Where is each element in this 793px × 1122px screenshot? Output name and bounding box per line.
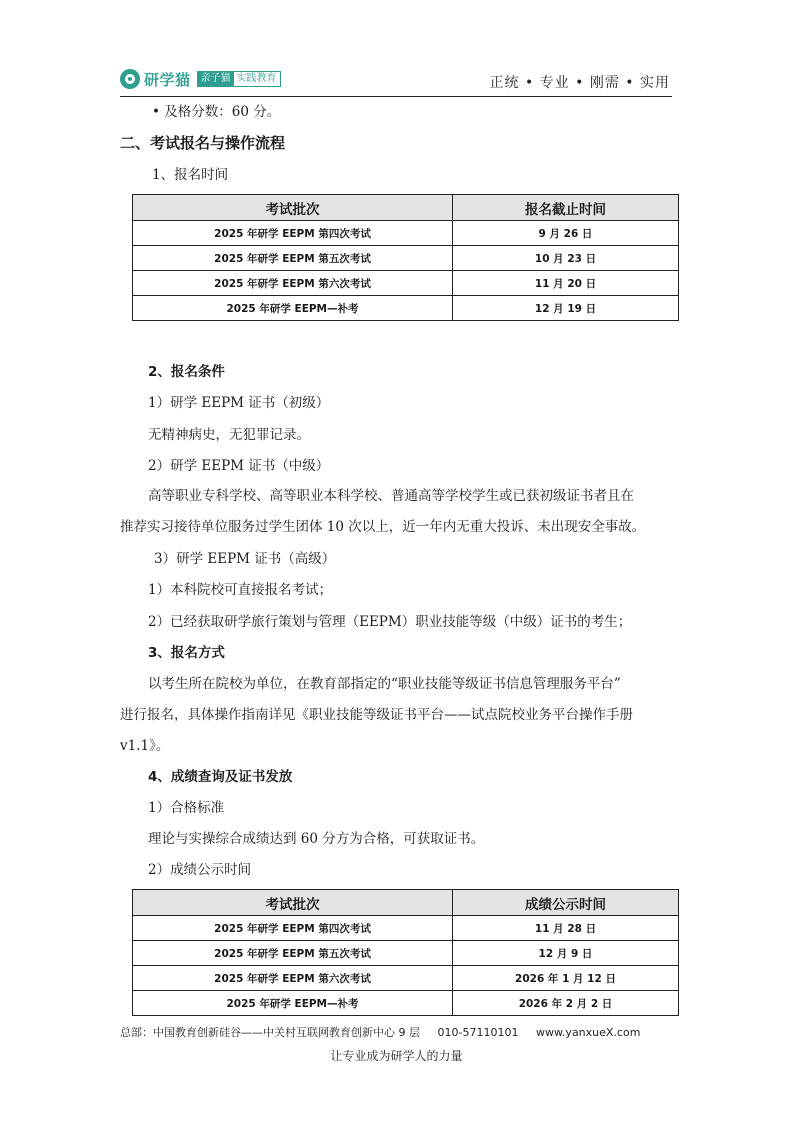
registration-time-heading: 1、报名时间 (152, 167, 229, 183)
logo-badge (197, 71, 281, 87)
registration-conditions-heading: 2、报名条件 (148, 364, 225, 380)
column-header-deadline: 报名截止时间 (453, 195, 679, 221)
brand-logo (120, 66, 281, 92)
primary-cert-requirement: 无精神病史，无犯罪记录。 (148, 427, 310, 443)
registration-method-heading: 3、报名方式 (148, 645, 225, 661)
batch-cell: 2025 年研学 EEPM—补考 (133, 991, 453, 1016)
deadline-cell: 11 月 20 日 (453, 271, 679, 296)
batch-cell: 2025 年研学 EEPM 第四次考试 (133, 916, 453, 941)
publish-time-cell: 12 月 9 日 (453, 941, 679, 966)
deadline-cell: 10 月 23 日 (453, 246, 679, 271)
batch-cell: 2025 年研学 EEPM—补考 (133, 296, 453, 321)
registration-method-line3: v1.1》。 (120, 738, 170, 754)
score-publish-title: 2）成绩公示时间 (148, 862, 252, 878)
pass-score-line: • 及格分数：60 分。 (152, 104, 281, 120)
score-and-certificate-heading: 4、成绩查询及证书发放 (148, 769, 293, 785)
score-publish-table (132, 889, 679, 1016)
publish-time-cell: 11 月 28 日 (453, 916, 679, 941)
table-row (133, 271, 679, 296)
publish-time-cell: 2026 年 1 月 12 日 (453, 966, 679, 991)
publish-time-cell: 2026 年 2 月 2 日 (453, 991, 679, 1016)
intermediate-cert-requirement-line1: 高等职业专科学校、高等职业本科学校、普通高等学校学生或已获初级证书者且在 (148, 488, 634, 504)
advanced-cert-item-1: 1）本科院校可直接报名考试； (148, 582, 333, 598)
column-header-publish-time: 成绩公示时间 (453, 890, 679, 916)
footer-website: www.yanxueX.com (535, 1026, 641, 1039)
table-row (133, 966, 679, 991)
advanced-cert-item-2: 2）已经获取研学旅行策划与管理（EEPM）职业技能等级（中级）证书的考生； (148, 614, 632, 630)
pass-standard-title: 1）合格标准 (148, 800, 225, 816)
table-row (133, 221, 679, 246)
footer-motto: 让专业成为研学人的力量 (330, 1049, 463, 1063)
deadline-cell: 9 月 26 日 (453, 221, 679, 246)
cat-logo-icon (120, 69, 140, 89)
registration-method-line1: 以考生所在院校为单位，在教育部指定的“职业技能等级证书信息管理服务平台” (148, 676, 621, 692)
table-header-row (133, 890, 679, 916)
column-header-batch: 考试批次 (133, 890, 453, 916)
deadline-cell: 12 月 19 日 (453, 296, 679, 321)
batch-cell: 2025 年研学 EEPM 第六次考试 (133, 966, 453, 991)
page-header (120, 62, 672, 97)
table-row (133, 246, 679, 271)
footer-address: 总部：中国教育创新硅谷——中关村互联网教育创新中心 9 层 (120, 1026, 420, 1039)
registration-method-line2: 进行报名，具体操作指南详见《职业技能等级证书平台——试点院校业务平台操作手册 (120, 707, 633, 723)
batch-cell: 2025 年研学 EEPM 第五次考试 (133, 941, 453, 966)
footer-phone: 010-57110101 (437, 1026, 519, 1039)
section-2-title: 二、考试报名与操作流程 (120, 134, 286, 152)
batch-cell: 2025 年研学 EEPM 第五次考试 (133, 246, 453, 271)
header-slogan: 正统 • 专业 • 刚需 • 实用 (489, 75, 670, 91)
table-row (133, 296, 679, 321)
batch-cell: 2025 年研学 EEPM 第四次考试 (133, 221, 453, 246)
registration-deadline-table (132, 194, 679, 321)
table-row (133, 991, 679, 1016)
table-header-row (133, 195, 679, 221)
intermediate-cert-title: 2）研学 EEPM 证书（中级） (148, 458, 330, 474)
page-footer-info (120, 1024, 672, 1040)
primary-cert-title: 1）研学 EEPM 证书（初级） (148, 395, 330, 411)
table-row (133, 916, 679, 941)
logo-badge-secondary: 实践教育 (236, 73, 277, 84)
advanced-cert-title: 3）研学 EEPM 证书（高级） (154, 551, 336, 567)
logo-badge-primary: 亲子猫 (198, 72, 234, 86)
table-row (133, 941, 679, 966)
logo-name: 研学猫 (144, 70, 191, 89)
column-header-batch: 考试批次 (133, 195, 453, 221)
intermediate-cert-requirement-line2: 推荐实习接待单位服务过学生团体 10 次以上，近一年内无重大投诉、未出现安全事故。 (120, 519, 646, 535)
pass-standard-text: 理论与实操综合成绩达到 60 分方为合格，可获取证书。 (148, 831, 485, 847)
batch-cell: 2025 年研学 EEPM 第六次考试 (133, 271, 453, 296)
